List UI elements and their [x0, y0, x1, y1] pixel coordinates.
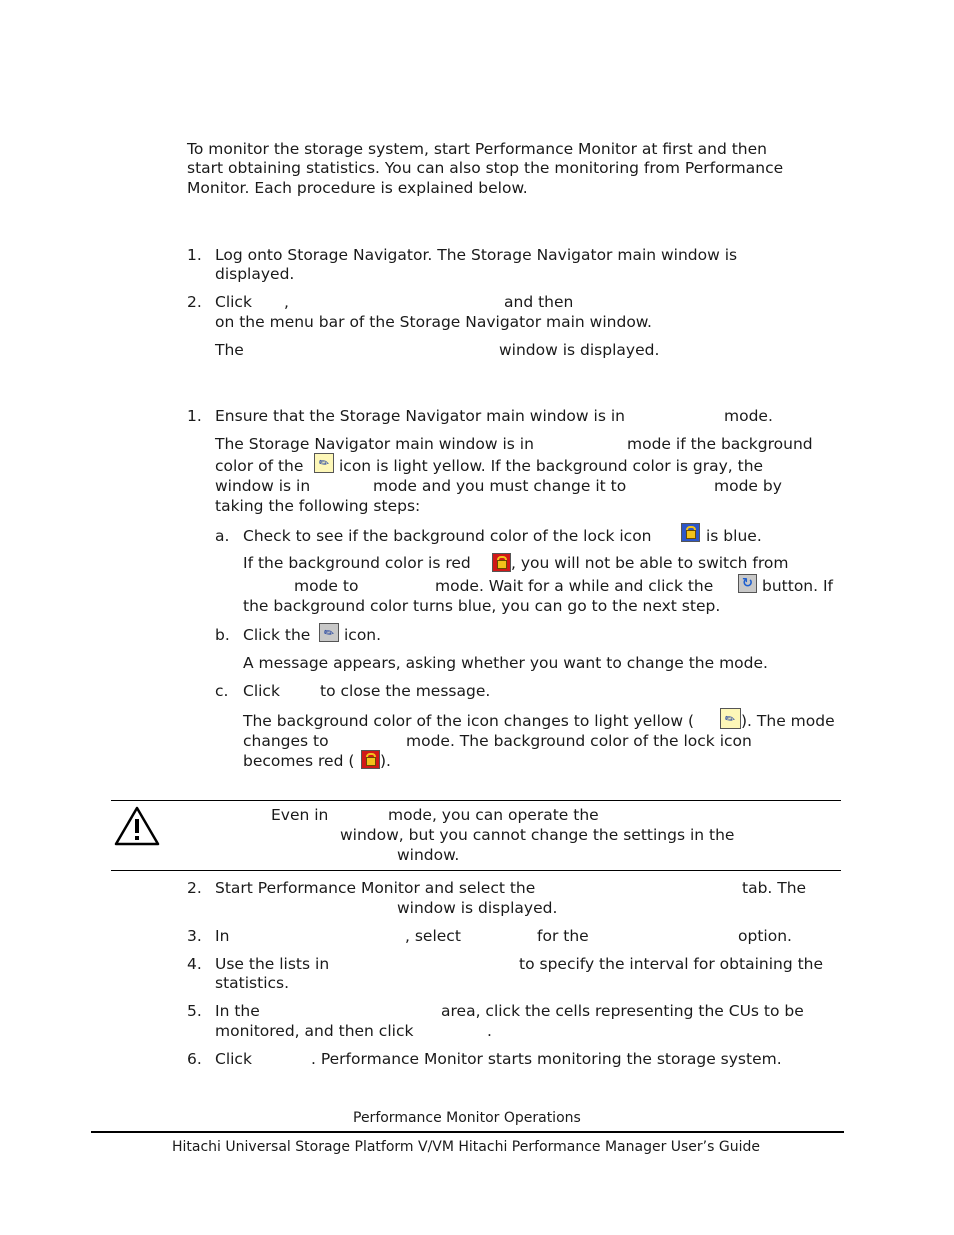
footer-rule	[91, 1131, 844, 1133]
step-text: option.	[738, 927, 792, 945]
step-text: In	[215, 927, 230, 945]
step-text: icon.	[344, 626, 382, 644]
step-text: button. If	[762, 577, 834, 595]
step-text: Use the lists in	[215, 955, 330, 973]
step-text: is blue.	[706, 527, 762, 545]
step-text: Check to see if the background color of the lock icon	[243, 527, 652, 545]
step-text: displayed.	[215, 265, 295, 283]
substep-label: b.	[215, 626, 230, 644]
warning-icon	[113, 805, 161, 847]
step-text: changes to	[243, 732, 329, 750]
step-text: area, click the cells representing the CUs to be	[441, 1002, 804, 1020]
step-text: Click	[243, 682, 280, 700]
step-text: mode. Wait for a while and click the	[435, 577, 714, 595]
step-number: 4.	[187, 955, 202, 973]
note-text: window.	[397, 846, 460, 864]
intro-line-1: To monitor the storage system, start Performance Monitor at first and then	[187, 140, 767, 158]
step-text: to close the message.	[320, 682, 491, 700]
step-text: window is in	[215, 477, 311, 495]
step-text: The	[215, 341, 244, 359]
note-bottom-rule	[111, 870, 841, 871]
step-text: Click	[215, 293, 252, 311]
step-text: statistics.	[215, 974, 290, 992]
step-text: mode if the background	[627, 435, 813, 453]
step-text: icon is light yellow. If the background color is gray, the	[339, 457, 764, 475]
footer-section-title: Performance Monitor Operations	[353, 1110, 581, 1126]
step-number: 2.	[187, 879, 202, 897]
step-text: window is displayed.	[499, 341, 660, 359]
step-text: the background color turns blue, you can go to the next step.	[243, 597, 721, 615]
intro-line-2: start obtaining statistics. You can also stop the monitoring from Performance	[187, 159, 784, 177]
substep-label: a.	[215, 527, 230, 545]
step-number: 3.	[187, 927, 202, 945]
step-text: If the background color is red	[243, 554, 471, 572]
note-text: Even in	[271, 806, 329, 824]
step-text: mode and you must change it to	[373, 477, 627, 495]
step-number: 2.	[187, 293, 202, 311]
step-text: . Performance Monitor starts monitoring the storage system.	[311, 1050, 782, 1068]
step-text: Log onto Storage Navigator. The Storage Navigator main window is	[215, 246, 738, 264]
step-number: 1.	[187, 407, 202, 425]
note-text: window, but you cannot change the settings in the	[340, 826, 735, 844]
refresh-icon: ↻	[738, 574, 757, 593]
step-text: tab. The	[742, 879, 807, 897]
lock-icon	[361, 750, 380, 769]
substep-label: c.	[215, 682, 229, 700]
step-text: , you will not be able to switch from	[511, 554, 789, 572]
step-text: In the	[215, 1002, 260, 1020]
step-text: monitored, and then click	[215, 1022, 414, 1040]
intro-line-3: Monitor. Each procedure is explained below.	[187, 179, 528, 197]
step-text: , select	[405, 927, 461, 945]
pencil-icon: ✎	[315, 454, 333, 472]
step-text: color of the	[215, 457, 304, 475]
step-text: for the	[537, 927, 589, 945]
note-text: mode, you can operate the	[388, 806, 599, 824]
step-text: .	[487, 1022, 492, 1040]
step-text: ). The mode	[741, 712, 835, 730]
step-text: The background color of the icon changes to light yellow (	[243, 712, 695, 730]
step-text: window is displayed.	[397, 899, 558, 917]
step-text: mode by	[714, 477, 782, 495]
pencil-icon: ✎	[720, 708, 741, 729]
step-text: mode.	[724, 407, 773, 425]
step-text: A message appears, asking whether you want to change the mode.	[243, 654, 768, 672]
step-text: Start Performance Monitor and select the	[215, 879, 536, 897]
step-text: Ensure that the Storage Navigator main window is in	[215, 407, 625, 425]
step-text: ,	[284, 293, 289, 311]
step-text: on the menu bar of the Storage Navigator main window.	[215, 313, 652, 331]
step-text: ).	[380, 752, 391, 770]
step-text: mode. The background color of the lock icon	[406, 732, 752, 750]
step-text: becomes red (	[243, 752, 355, 770]
pencil-icon: ✎	[320, 623, 338, 642]
step-text: mode to	[294, 577, 359, 595]
footer-book-title: Hitachi Universal Storage Platform V/VM Hitachi Performance Manager User’s Guide	[172, 1139, 760, 1155]
step-text: and then	[504, 293, 574, 311]
step-text: to specify the interval for obtaining the	[519, 955, 824, 973]
lock-icon	[492, 553, 511, 572]
step-text: taking the following steps:	[215, 497, 421, 515]
step-text: Click	[215, 1050, 252, 1068]
step-number: 1.	[187, 246, 202, 264]
step-number: 6.	[187, 1050, 202, 1068]
note-top-rule	[111, 800, 841, 801]
step-number: 5.	[187, 1002, 202, 1020]
lock-icon	[681, 523, 700, 542]
step-text: Click the	[243, 626, 311, 644]
step-text: The Storage Navigator main window is in	[215, 435, 534, 453]
